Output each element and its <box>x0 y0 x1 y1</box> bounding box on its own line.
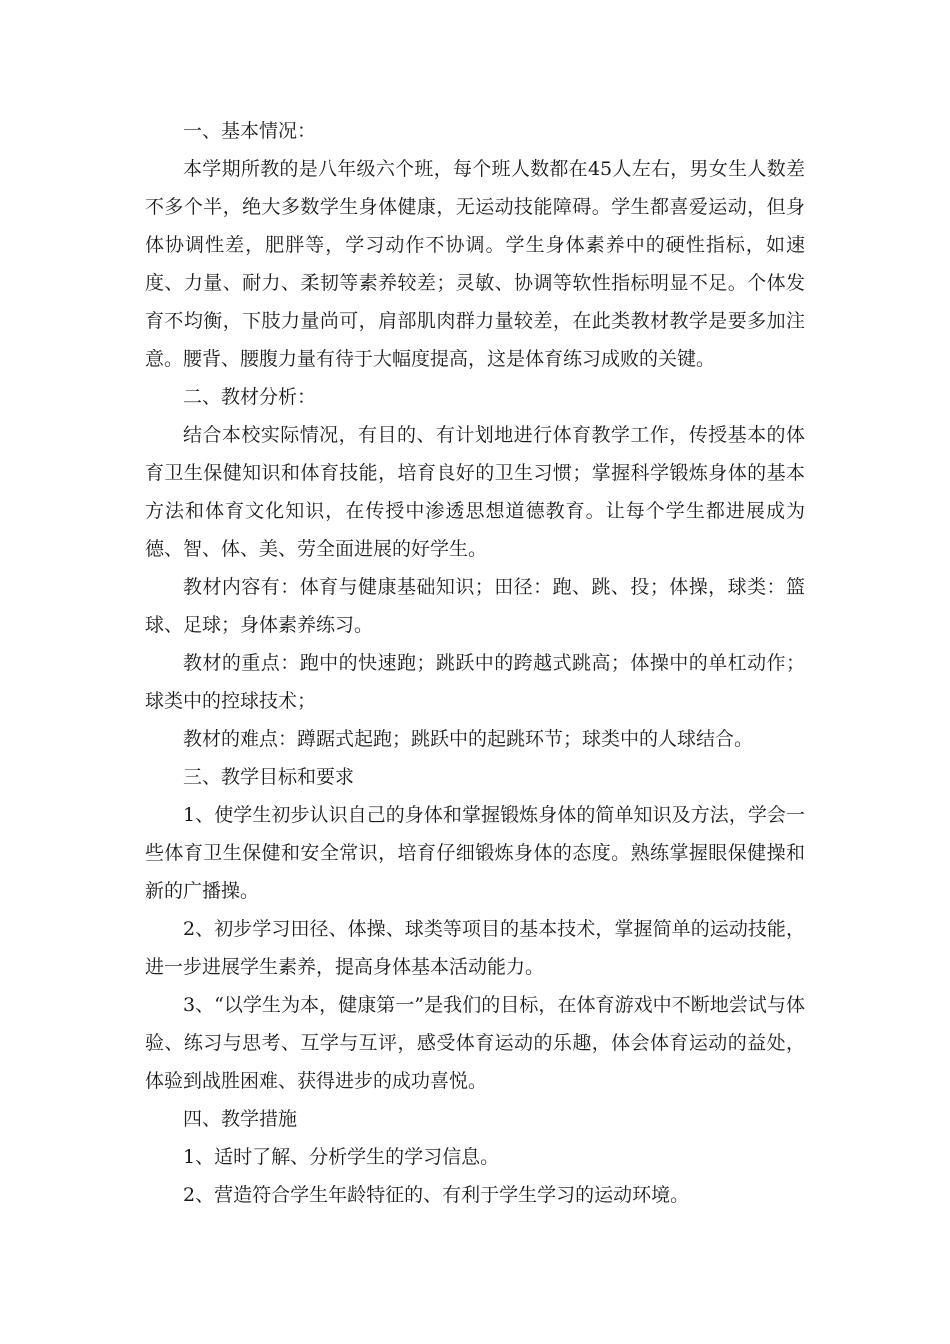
paragraph-material-difficulties: 教材的难点：蹲踞式起跑；跳跃中的起跳环节；球类中的人球结合。 <box>183 728 754 750</box>
paragraph-goal-2: 2、初步学习田径、体操、球类等项目的基本技术，掌握简单的运动技能，进一步进展学生素养，提高身体基本活动能力。 <box>145 918 805 978</box>
document-page <box>145 112 805 1214</box>
heading-teaching-measures: 四、教学措施 <box>183 1108 298 1130</box>
paragraph-material-key-points: 教材的重点：跑中的快速跑；跳跃中的跨越式跳高；体操中的单杠动作；球类中的控球技术； <box>145 652 805 712</box>
paragraph-measure-2: 2、营造符合学生年龄特征的、有利于学生学习的运动环境。 <box>183 1184 690 1206</box>
paragraph-measure-1: 1、适时了解、分析学生的学习信息。 <box>183 1146 500 1168</box>
paragraph-material-content: 教材内容有：体育与健康基础知识；田径：跑、跳、投；体操，球类：篮球、足球；身体素养练习。 <box>145 576 805 636</box>
heading-material-analysis: 二、教材分析： <box>183 386 317 408</box>
paragraph-goal-3: 3、“以学生为本，健康第一”是我们的目标，在体育游戏中不断地尝试与体验、练习与思考、互学与互评，感受体育运动的乐趣，体会体育运动的益处，体验到战胜困难、获得进步的成功喜悦。 <box>145 994 805 1092</box>
paragraph-material-analysis: 结合本校实际情况，有目的、有计划地进行体育教学工作，传授基本的体育卫生保健知识和体育技能，培育良好的卫生习惯；掌握科学锻炼身体的基本方法和体育文化知识，在传授中渗透思想道德教育。让每个学生都进展成为德、智、体、美、劳全面进展的好学生。 <box>145 424 805 560</box>
paragraph-goal-1: 1、使学生初步认识自己的身体和掌握锻炼身体的简单知识及方法，学会一些体育卫生保健和安全常识，培育仔细锻炼身体的态度。熟练掌握眼保健操和新的广播操。 <box>145 804 805 902</box>
heading-basic-situation: 一、基本情况： <box>183 120 317 142</box>
paragraph-basic-situation: 本学期所教的是八年级六个班，每个班人数都在45人左右，男女生人数差不多个半，绝大多数学生身体健康，无运动技能障碍。学生都喜爱运动，但身体协调性差，肥胖等，学习动作不协调。学生身体素养中的硬性指标，如速度、力量、耐力、柔韧等素养较差；灵敏、协调等软性指标明显不足。个体发育不均衡，下肢力量尚可，肩部肌肉群力量较差，在此类教材教学是要多加注意。腰背、腰腹力量有待于大幅度提高，这是体育练习成败的关键。 <box>145 158 805 370</box>
heading-teaching-goals: 三、教学目标和要求 <box>183 766 355 788</box>
